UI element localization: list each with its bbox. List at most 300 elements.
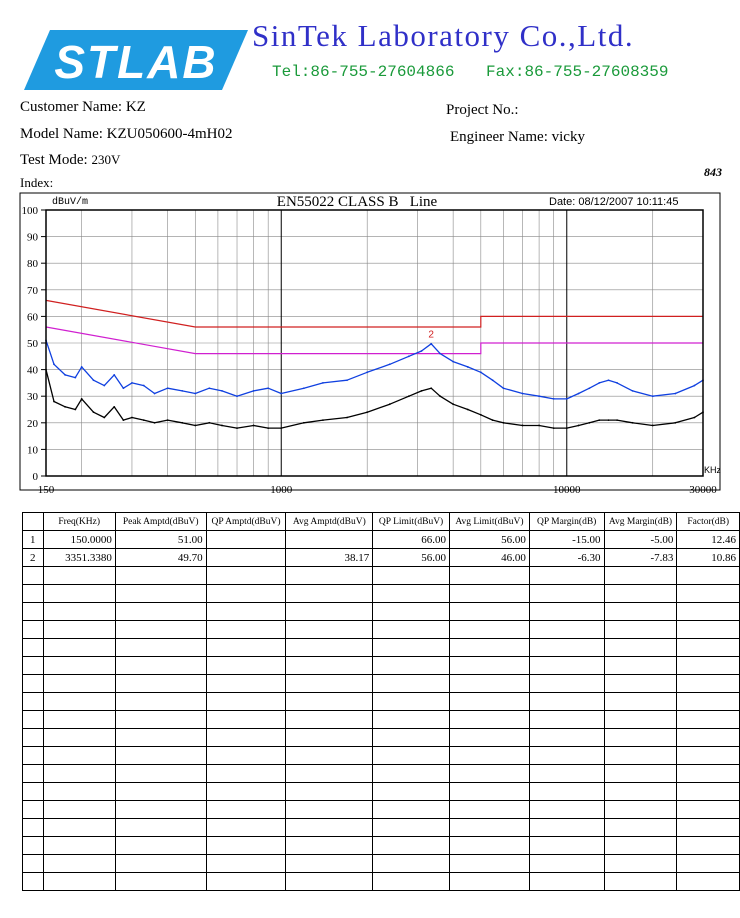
table-row xyxy=(23,567,740,585)
table-cell xyxy=(43,783,115,801)
table-cell xyxy=(677,675,740,693)
series-point xyxy=(143,385,145,387)
series-point xyxy=(74,409,76,411)
table-cell xyxy=(115,765,206,783)
table-cell xyxy=(115,585,206,603)
table-cell xyxy=(23,873,44,891)
table-row xyxy=(23,657,740,675)
table-cell xyxy=(529,585,604,603)
table-cell xyxy=(449,585,529,603)
table-cell xyxy=(115,639,206,657)
table-cell xyxy=(677,837,740,855)
table-cell xyxy=(529,567,604,585)
series-point xyxy=(346,417,348,419)
series-point xyxy=(93,379,95,381)
series-point xyxy=(366,411,368,413)
company-name: SinTek Laboratory Co.,Ltd. xyxy=(252,18,635,53)
table-cell xyxy=(449,855,529,873)
series-point xyxy=(503,387,505,389)
table-cell xyxy=(677,729,740,747)
series-point xyxy=(538,425,540,427)
table-cell xyxy=(206,801,286,819)
series-point xyxy=(53,401,55,403)
table-cell xyxy=(286,837,373,855)
table-cell xyxy=(604,621,677,639)
series-point xyxy=(267,387,269,389)
table-cell xyxy=(286,657,373,675)
table-cell xyxy=(604,729,677,747)
series-point xyxy=(280,393,282,395)
model-label: Model Name: xyxy=(20,126,103,142)
limit-lines xyxy=(46,300,703,353)
table-cell xyxy=(43,711,115,729)
table-cell xyxy=(23,729,44,747)
series-point xyxy=(608,379,610,381)
series-point xyxy=(389,363,391,365)
table-cell xyxy=(529,873,604,891)
table-cell xyxy=(373,639,450,657)
table-cell xyxy=(529,711,604,729)
series-point xyxy=(578,425,580,427)
table-cell xyxy=(206,855,286,873)
table-cell xyxy=(43,693,115,711)
series-point xyxy=(253,390,255,392)
table-cell xyxy=(115,873,206,891)
table-cell xyxy=(115,729,206,747)
table-cell xyxy=(23,747,44,765)
series-point xyxy=(694,417,696,419)
table-cell: -5.00 xyxy=(604,531,677,549)
table-cell xyxy=(373,855,450,873)
column-header: Avg Margin(dB) xyxy=(604,513,677,531)
table-cell xyxy=(529,657,604,675)
table-cell xyxy=(23,855,44,873)
series-point xyxy=(492,419,494,421)
series-point xyxy=(389,403,391,405)
table-cell xyxy=(23,783,44,801)
table-row xyxy=(23,855,740,873)
series-point xyxy=(632,422,634,424)
table-cell xyxy=(43,657,115,675)
y-tick-label: 40 xyxy=(27,364,38,377)
table-cell xyxy=(677,585,740,603)
y-tick-label: 80 xyxy=(27,258,38,271)
table-cell xyxy=(286,873,373,891)
series-point xyxy=(122,419,124,421)
model-value: KZU050600-4mH02 xyxy=(106,126,233,142)
y-tick-label: 30 xyxy=(27,391,38,404)
test-mode-value: 230V xyxy=(91,152,121,167)
table-cell xyxy=(286,603,373,621)
series-point xyxy=(236,427,238,429)
series-point xyxy=(632,390,634,392)
table-cell xyxy=(23,765,44,783)
table-cell xyxy=(23,801,44,819)
chart-date: Date: 08/12/2007 10:11:45 xyxy=(549,196,679,208)
series-point xyxy=(608,419,610,421)
column-header xyxy=(23,513,44,531)
table-row xyxy=(23,621,740,639)
y-tick-label: 60 xyxy=(27,311,38,324)
series-point xyxy=(480,371,482,373)
series-point xyxy=(467,366,469,368)
series-point xyxy=(93,411,95,413)
customer-label: Customer Name: xyxy=(20,99,123,115)
table-cell xyxy=(604,819,677,837)
table-row xyxy=(23,531,740,549)
table-cell xyxy=(115,783,206,801)
table-cell xyxy=(43,837,115,855)
series-point xyxy=(167,387,169,389)
series-point xyxy=(143,419,145,421)
series-point xyxy=(346,379,348,381)
series-point xyxy=(674,393,676,395)
table-cell xyxy=(206,675,286,693)
series-point xyxy=(652,395,654,397)
column-header: Avg Limit(dBuV) xyxy=(449,513,529,531)
table-cell: 10.86 xyxy=(677,549,740,567)
series-point xyxy=(221,425,223,427)
table-cell xyxy=(677,639,740,657)
series-point xyxy=(181,390,183,392)
table-row xyxy=(23,729,740,747)
table-cell xyxy=(23,639,44,657)
table-cell xyxy=(206,747,286,765)
table-cell xyxy=(449,603,529,621)
table-row xyxy=(23,873,740,891)
table-cell xyxy=(373,819,450,837)
series-point xyxy=(588,387,590,389)
table-cell xyxy=(206,531,286,549)
x-tick-label: 10000 xyxy=(553,484,581,496)
table-cell xyxy=(23,693,44,711)
series-point xyxy=(154,422,156,424)
table-cell xyxy=(115,675,206,693)
table-cell: 56.00 xyxy=(373,549,450,567)
table-cell xyxy=(373,747,450,765)
table-row xyxy=(23,603,740,621)
table-cell: 12.46 xyxy=(677,531,740,549)
table-cell: 49.70 xyxy=(115,549,206,567)
table-cell xyxy=(677,783,740,801)
customer-value: KZ xyxy=(125,99,146,115)
table-cell xyxy=(206,603,286,621)
table-cell xyxy=(449,765,529,783)
series-point xyxy=(652,425,654,427)
tick-labels xyxy=(22,205,718,496)
series-point xyxy=(616,382,618,384)
table-cell: 38.17 xyxy=(286,549,373,567)
table-cell xyxy=(115,567,206,585)
table-cell xyxy=(449,729,529,747)
table-cell xyxy=(286,567,373,585)
table-cell xyxy=(115,621,206,639)
table-cell xyxy=(373,837,450,855)
x-tick-label: 150 xyxy=(37,484,55,496)
table-cell xyxy=(286,621,373,639)
table-cell xyxy=(286,801,373,819)
series-point xyxy=(522,425,524,427)
table-cell xyxy=(206,567,286,585)
table-cell xyxy=(373,675,450,693)
table-cell xyxy=(529,621,604,639)
series-point xyxy=(578,393,580,395)
table-cell: 46.00 xyxy=(449,549,529,567)
series-point xyxy=(566,427,568,429)
table-cell xyxy=(449,693,529,711)
table-cell xyxy=(373,783,450,801)
table-cell xyxy=(604,567,677,585)
column-header: Avg Amptd(dBuV) xyxy=(286,513,373,531)
series-point xyxy=(598,419,600,421)
customer-name-field xyxy=(20,99,146,116)
table-row xyxy=(23,585,740,603)
table-cell xyxy=(529,747,604,765)
table-cell xyxy=(604,873,677,891)
series-point xyxy=(421,390,423,392)
table-cell xyxy=(529,603,604,621)
column-header: Factor(dB) xyxy=(677,513,740,531)
column-header: QP Amptd(dBuV) xyxy=(206,513,286,531)
series-point xyxy=(492,379,494,381)
table-cell xyxy=(604,675,677,693)
table-cell xyxy=(449,621,529,639)
table-row xyxy=(23,675,740,693)
table-cell xyxy=(43,873,115,891)
results-table xyxy=(22,512,740,891)
table-row xyxy=(23,639,740,657)
table-cell xyxy=(529,819,604,837)
table-cell xyxy=(286,639,373,657)
logo-text: STLAB xyxy=(54,36,218,88)
contact-line xyxy=(272,63,690,81)
table-cell xyxy=(206,729,286,747)
table-cell xyxy=(677,711,740,729)
chart-title: EN55022 CLASS B Line xyxy=(276,194,438,210)
table-cell: 1 xyxy=(23,531,44,549)
table-cell xyxy=(677,621,740,639)
table-header-row xyxy=(23,513,740,531)
table-cell xyxy=(115,819,206,837)
table-cell xyxy=(23,621,44,639)
table-cell xyxy=(115,801,206,819)
table-cell xyxy=(206,549,286,567)
series-point xyxy=(113,374,115,376)
series-point xyxy=(430,387,432,389)
table-cell xyxy=(23,567,44,585)
table-cell xyxy=(677,657,740,675)
table-cell xyxy=(529,693,604,711)
table-cell xyxy=(43,765,115,783)
table-cell xyxy=(604,747,677,765)
table-cell xyxy=(604,693,677,711)
series-point xyxy=(167,419,169,421)
table-cell xyxy=(529,639,604,657)
series-point xyxy=(208,422,210,424)
table-cell xyxy=(373,873,450,891)
table-cell xyxy=(206,639,286,657)
series-point xyxy=(439,353,441,355)
test-mode-field xyxy=(20,152,120,169)
table-cell xyxy=(286,531,373,549)
table-cell xyxy=(373,603,450,621)
table-cell xyxy=(115,603,206,621)
series-point xyxy=(154,393,156,395)
series-point xyxy=(181,422,183,424)
table-cell xyxy=(286,693,373,711)
table-cell xyxy=(449,837,529,855)
table-cell xyxy=(449,567,529,585)
series-point xyxy=(553,398,555,400)
table-cell xyxy=(373,729,450,747)
model-name-field xyxy=(20,126,232,143)
table-cell xyxy=(449,747,529,765)
engineer-label: Engineer Name: xyxy=(450,129,548,145)
table-row xyxy=(23,801,740,819)
table-cell xyxy=(286,765,373,783)
table-cell xyxy=(115,855,206,873)
table-cell xyxy=(604,603,677,621)
series-point xyxy=(267,427,269,429)
report-id: 843 xyxy=(704,165,722,179)
y-tick-label: 50 xyxy=(27,338,38,350)
table-cell xyxy=(206,765,286,783)
table-cell xyxy=(529,783,604,801)
index-label: Index: xyxy=(20,175,54,190)
table-cell xyxy=(286,675,373,693)
series-point xyxy=(53,363,55,365)
series-point xyxy=(452,403,454,405)
table-cell xyxy=(115,747,206,765)
series-point xyxy=(694,385,696,387)
table-cell xyxy=(206,585,286,603)
table-row xyxy=(23,819,740,837)
series-point xyxy=(452,361,454,363)
table-cell xyxy=(677,567,740,585)
table-cell xyxy=(449,783,529,801)
series-point xyxy=(208,387,210,389)
tel-number: Tel:86-755-27604866 xyxy=(272,63,455,81)
series-point xyxy=(194,393,196,395)
series-point xyxy=(64,374,66,376)
table-cell xyxy=(43,801,115,819)
table-cell xyxy=(677,747,740,765)
table-cell xyxy=(373,567,450,585)
test-mode-label: Test Mode: xyxy=(20,152,88,168)
series-point xyxy=(366,371,368,373)
y-tick-label: 0 xyxy=(32,471,38,483)
table-cell xyxy=(43,855,115,873)
table-cell xyxy=(604,801,677,819)
table-cell xyxy=(373,621,450,639)
series-point xyxy=(74,377,76,379)
table-row xyxy=(23,765,740,783)
series-point xyxy=(674,422,676,424)
table-cell: 150.0000 xyxy=(43,531,115,549)
table-cell xyxy=(604,783,677,801)
table-cell xyxy=(604,765,677,783)
table-cell xyxy=(286,711,373,729)
table-body xyxy=(23,531,740,891)
table-cell xyxy=(23,657,44,675)
engineer-name-field xyxy=(450,129,585,146)
peak-marker: 2 xyxy=(428,329,434,341)
series-point xyxy=(221,390,223,392)
table-cell: 2 xyxy=(23,549,44,567)
table-cell xyxy=(115,711,206,729)
table-cell xyxy=(449,675,529,693)
table-cell xyxy=(677,819,740,837)
series-point xyxy=(430,343,432,345)
table-cell xyxy=(286,819,373,837)
table-cell xyxy=(23,837,44,855)
series-point xyxy=(566,398,568,400)
series-point xyxy=(503,422,505,424)
series-point xyxy=(103,385,105,387)
table-cell xyxy=(286,747,373,765)
table-cell xyxy=(449,711,529,729)
table-cell xyxy=(529,855,604,873)
table-row xyxy=(23,549,740,567)
table-cell xyxy=(206,783,286,801)
series-point xyxy=(522,393,524,395)
series-point xyxy=(322,382,324,384)
table-cell: -7.83 xyxy=(604,549,677,567)
table-cell xyxy=(286,783,373,801)
table-cell: 66.00 xyxy=(373,531,450,549)
limit-line xyxy=(46,327,703,354)
table-cell xyxy=(206,621,286,639)
y-tick-label: 90 xyxy=(27,231,38,244)
table-cell xyxy=(604,639,677,657)
table-row xyxy=(23,747,740,765)
series-point xyxy=(616,419,618,421)
series-point xyxy=(64,406,66,408)
engineer-value: vicky xyxy=(551,129,585,145)
series-point xyxy=(194,425,196,427)
table-cell xyxy=(373,693,450,711)
table-cell xyxy=(43,603,115,621)
table-cell xyxy=(677,693,740,711)
table-cell xyxy=(43,675,115,693)
series-point xyxy=(303,387,305,389)
table-row xyxy=(23,783,740,801)
y-tick-label: 20 xyxy=(27,417,38,430)
table-cell xyxy=(206,693,286,711)
table-cell xyxy=(115,837,206,855)
table-cell: -6.30 xyxy=(529,549,604,567)
series-point xyxy=(103,417,105,419)
series-point xyxy=(303,422,305,424)
limit-line xyxy=(46,300,703,327)
series-point xyxy=(553,427,555,429)
table-cell xyxy=(23,603,44,621)
table-cell xyxy=(529,765,604,783)
x-tick-label: 1000 xyxy=(270,484,293,496)
series-point xyxy=(81,398,83,400)
table-cell xyxy=(529,675,604,693)
table-cell xyxy=(677,873,740,891)
series-point xyxy=(81,366,83,368)
series-point xyxy=(421,350,423,352)
table-cell xyxy=(373,657,450,675)
table-cell xyxy=(206,657,286,675)
table-cell: 56.00 xyxy=(449,531,529,549)
table-cell xyxy=(206,837,286,855)
table-cell xyxy=(43,585,115,603)
table-cell xyxy=(373,585,450,603)
table-cell xyxy=(604,585,677,603)
